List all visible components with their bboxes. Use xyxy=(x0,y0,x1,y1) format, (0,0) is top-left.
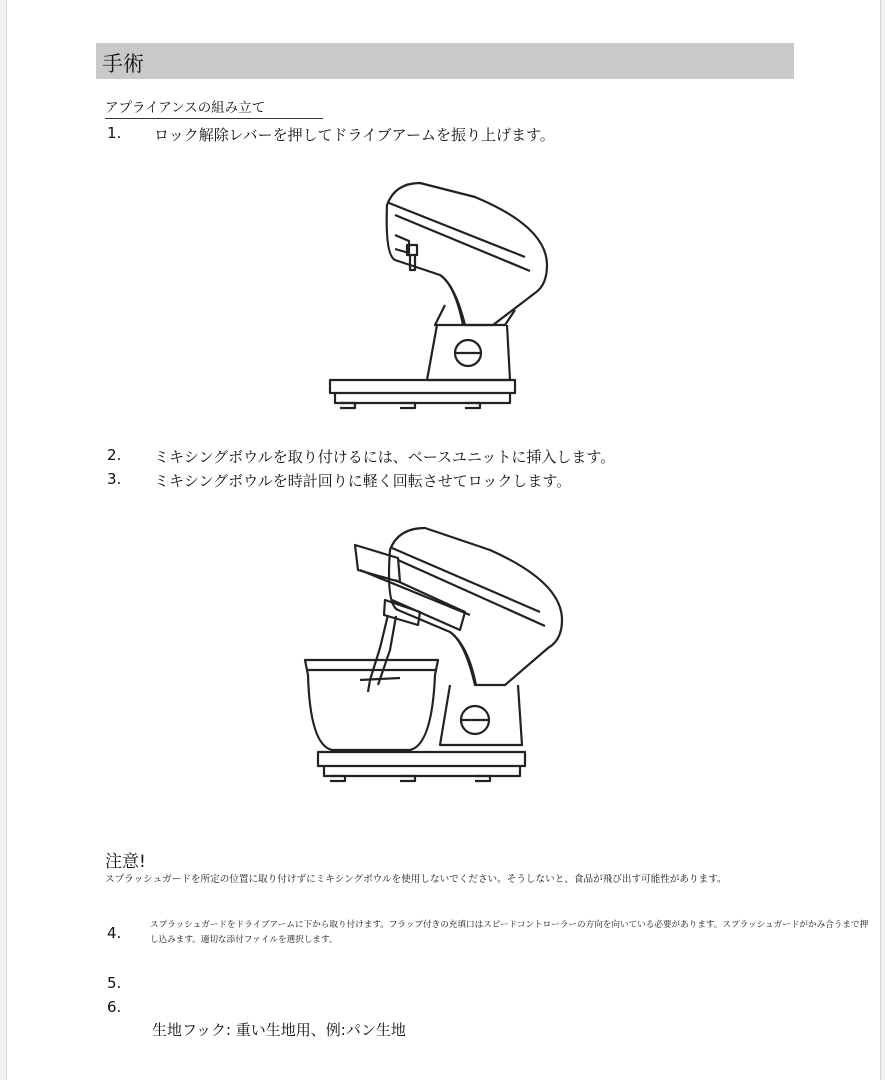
step-number: 3. xyxy=(107,470,122,488)
step-number: 2. xyxy=(107,446,122,464)
note-heading: 注意! xyxy=(105,852,146,872)
step-4-text: スプラッシュガードをドライブアームに下から取り付けます。フラップ付きの充填口はスピードコントローラーの方向を向いている必要があります。スプラッシュガードがかみ合うまで押し込みます。適切な添付ファイルを選択します。 xyxy=(150,920,869,945)
step-number: 6. xyxy=(107,998,122,1016)
step-number: 1. xyxy=(107,124,122,142)
step-text: ロック解除レバーを押してドライブアームを振り上げます。 xyxy=(154,126,555,144)
section-title: 手術 xyxy=(102,52,144,76)
mixer-arm-raised-illustration xyxy=(325,175,555,415)
dough-hook-description: 生地フック: 重い生地用、例:パン生地 xyxy=(152,1021,406,1039)
step-text: ミキシングボウルを取り付けるには、ベースユニットに挿入します。 xyxy=(154,448,616,466)
step-text: ミキシングボウルを時計回りに軽く回転させてロックします。 xyxy=(154,472,572,490)
mixer-bowl-illustration xyxy=(300,520,570,790)
section-header-bar xyxy=(96,43,794,79)
step-number: 4. xyxy=(107,924,122,942)
note-text: スプラッシュガードを所定の位置に取り付けずにミキシングボウルを使用しないでください。そうしないと、食品が飛び出す可能性があります。 xyxy=(105,874,727,885)
step-number: 5. xyxy=(107,974,122,992)
subheading: アプライアンスの組み立て xyxy=(105,96,323,119)
